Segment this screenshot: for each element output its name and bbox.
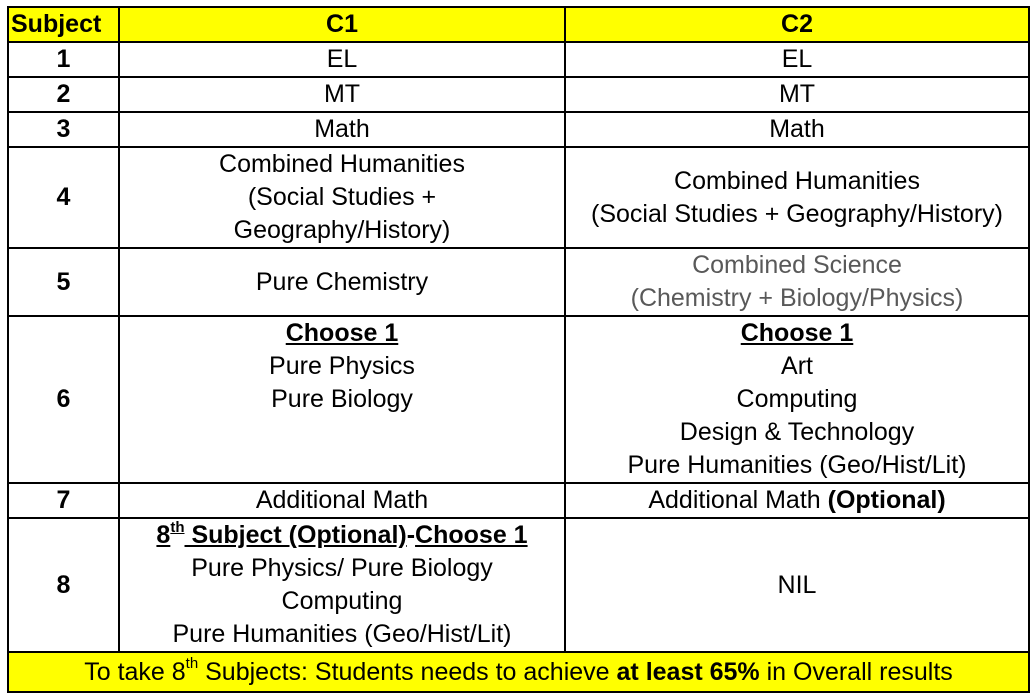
table-footer-row [8, 652, 1029, 692]
c2-line: (Chemistry + Biology/Physics) [630, 284, 964, 312]
subject-number: 7 [8, 483, 119, 518]
subject-number: 8 [8, 518, 119, 652]
optional-label: (Optional) [827, 486, 946, 514]
footer-sup: th [185, 655, 199, 673]
table-row [8, 248, 1029, 316]
header-c1: C1 [119, 7, 565, 42]
subject-number: 1 [8, 42, 119, 77]
c1-line: Computing [281, 587, 403, 615]
c2-line: (Social Studies + Geography/History) [591, 199, 1003, 228]
c2-line: Pure Humanities (Geo/Hist/Lit) [627, 451, 967, 479]
c1-line: Pure Biology [271, 385, 413, 413]
c2-cell: EL [565, 42, 1029, 77]
c2-cell: Math [565, 112, 1029, 147]
c1-cell: EL [119, 42, 565, 77]
c2-cell: MT [565, 77, 1029, 112]
subject-number: 2 [8, 77, 119, 112]
c1-line: (Social Studies + [247, 183, 437, 211]
c1-choose-heading: Choose 1 [285, 319, 399, 347]
c1-line: Pure Humanities (Geo/Hist/Lit) [172, 620, 512, 648]
footer-text: in Overall results [759, 657, 953, 686]
c2-cell: NIL [565, 518, 1029, 652]
subject-combination-table [7, 6, 1030, 693]
table-row [8, 112, 1029, 147]
header-subject: Subject [8, 7, 119, 42]
c1-cell: Math [119, 112, 565, 147]
table-row [8, 518, 1029, 652]
c2-text: Additional Math [648, 486, 828, 514]
subject-number: 5 [8, 248, 119, 316]
subject-number: 3 [8, 112, 119, 147]
heading-part: Subject (Optional) [184, 521, 407, 549]
c2-line: Combined Science [692, 251, 902, 279]
c2-cell [565, 147, 1029, 248]
c1-eighth-heading [120, 519, 564, 552]
footer-text: Subjects: Students needs to achieve [198, 657, 617, 686]
subject-number: 4 [8, 147, 119, 248]
table-header-row [8, 7, 1029, 42]
table-row [8, 483, 1029, 518]
c1-cell: MT [119, 77, 565, 112]
c1-cell [119, 147, 565, 248]
c1-line: Pure Physics/ Pure Biology [191, 554, 493, 582]
c2-line: Combined Humanities [674, 166, 920, 195]
heading-part: Choose 1 [415, 521, 528, 549]
table-row [8, 42, 1029, 77]
table-row [8, 147, 1029, 248]
subject-number: 6 [8, 316, 119, 483]
c1-cell: Pure Chemistry [119, 248, 565, 316]
c1-line: Combined Humanities [219, 150, 465, 178]
c2-choose-heading: Choose 1 [740, 319, 854, 347]
footer-note [8, 652, 1029, 692]
c1-cell: Additional Math [119, 483, 565, 518]
c2-cell [565, 483, 1029, 518]
c1-cell [119, 316, 565, 483]
c1-line: Pure Physics [269, 352, 415, 380]
header-c2: C2 [565, 7, 1029, 42]
heading-part: 8 [156, 521, 171, 549]
footer-text: To take 8 [84, 657, 186, 686]
c2-cell [565, 316, 1029, 483]
footer-bold: at least 65% [616, 657, 760, 686]
c1-line: Geography/History) [233, 216, 451, 244]
c2-line: Art [781, 352, 813, 380]
heading-sup: th [170, 518, 185, 536]
c2-line: Computing [736, 385, 858, 413]
c2-cell [565, 248, 1029, 316]
heading-dash: - [406, 521, 416, 549]
table-row [8, 316, 1029, 483]
c2-line: Design & Technology [679, 418, 915, 446]
c1-cell [119, 518, 565, 652]
table-row [8, 77, 1029, 112]
